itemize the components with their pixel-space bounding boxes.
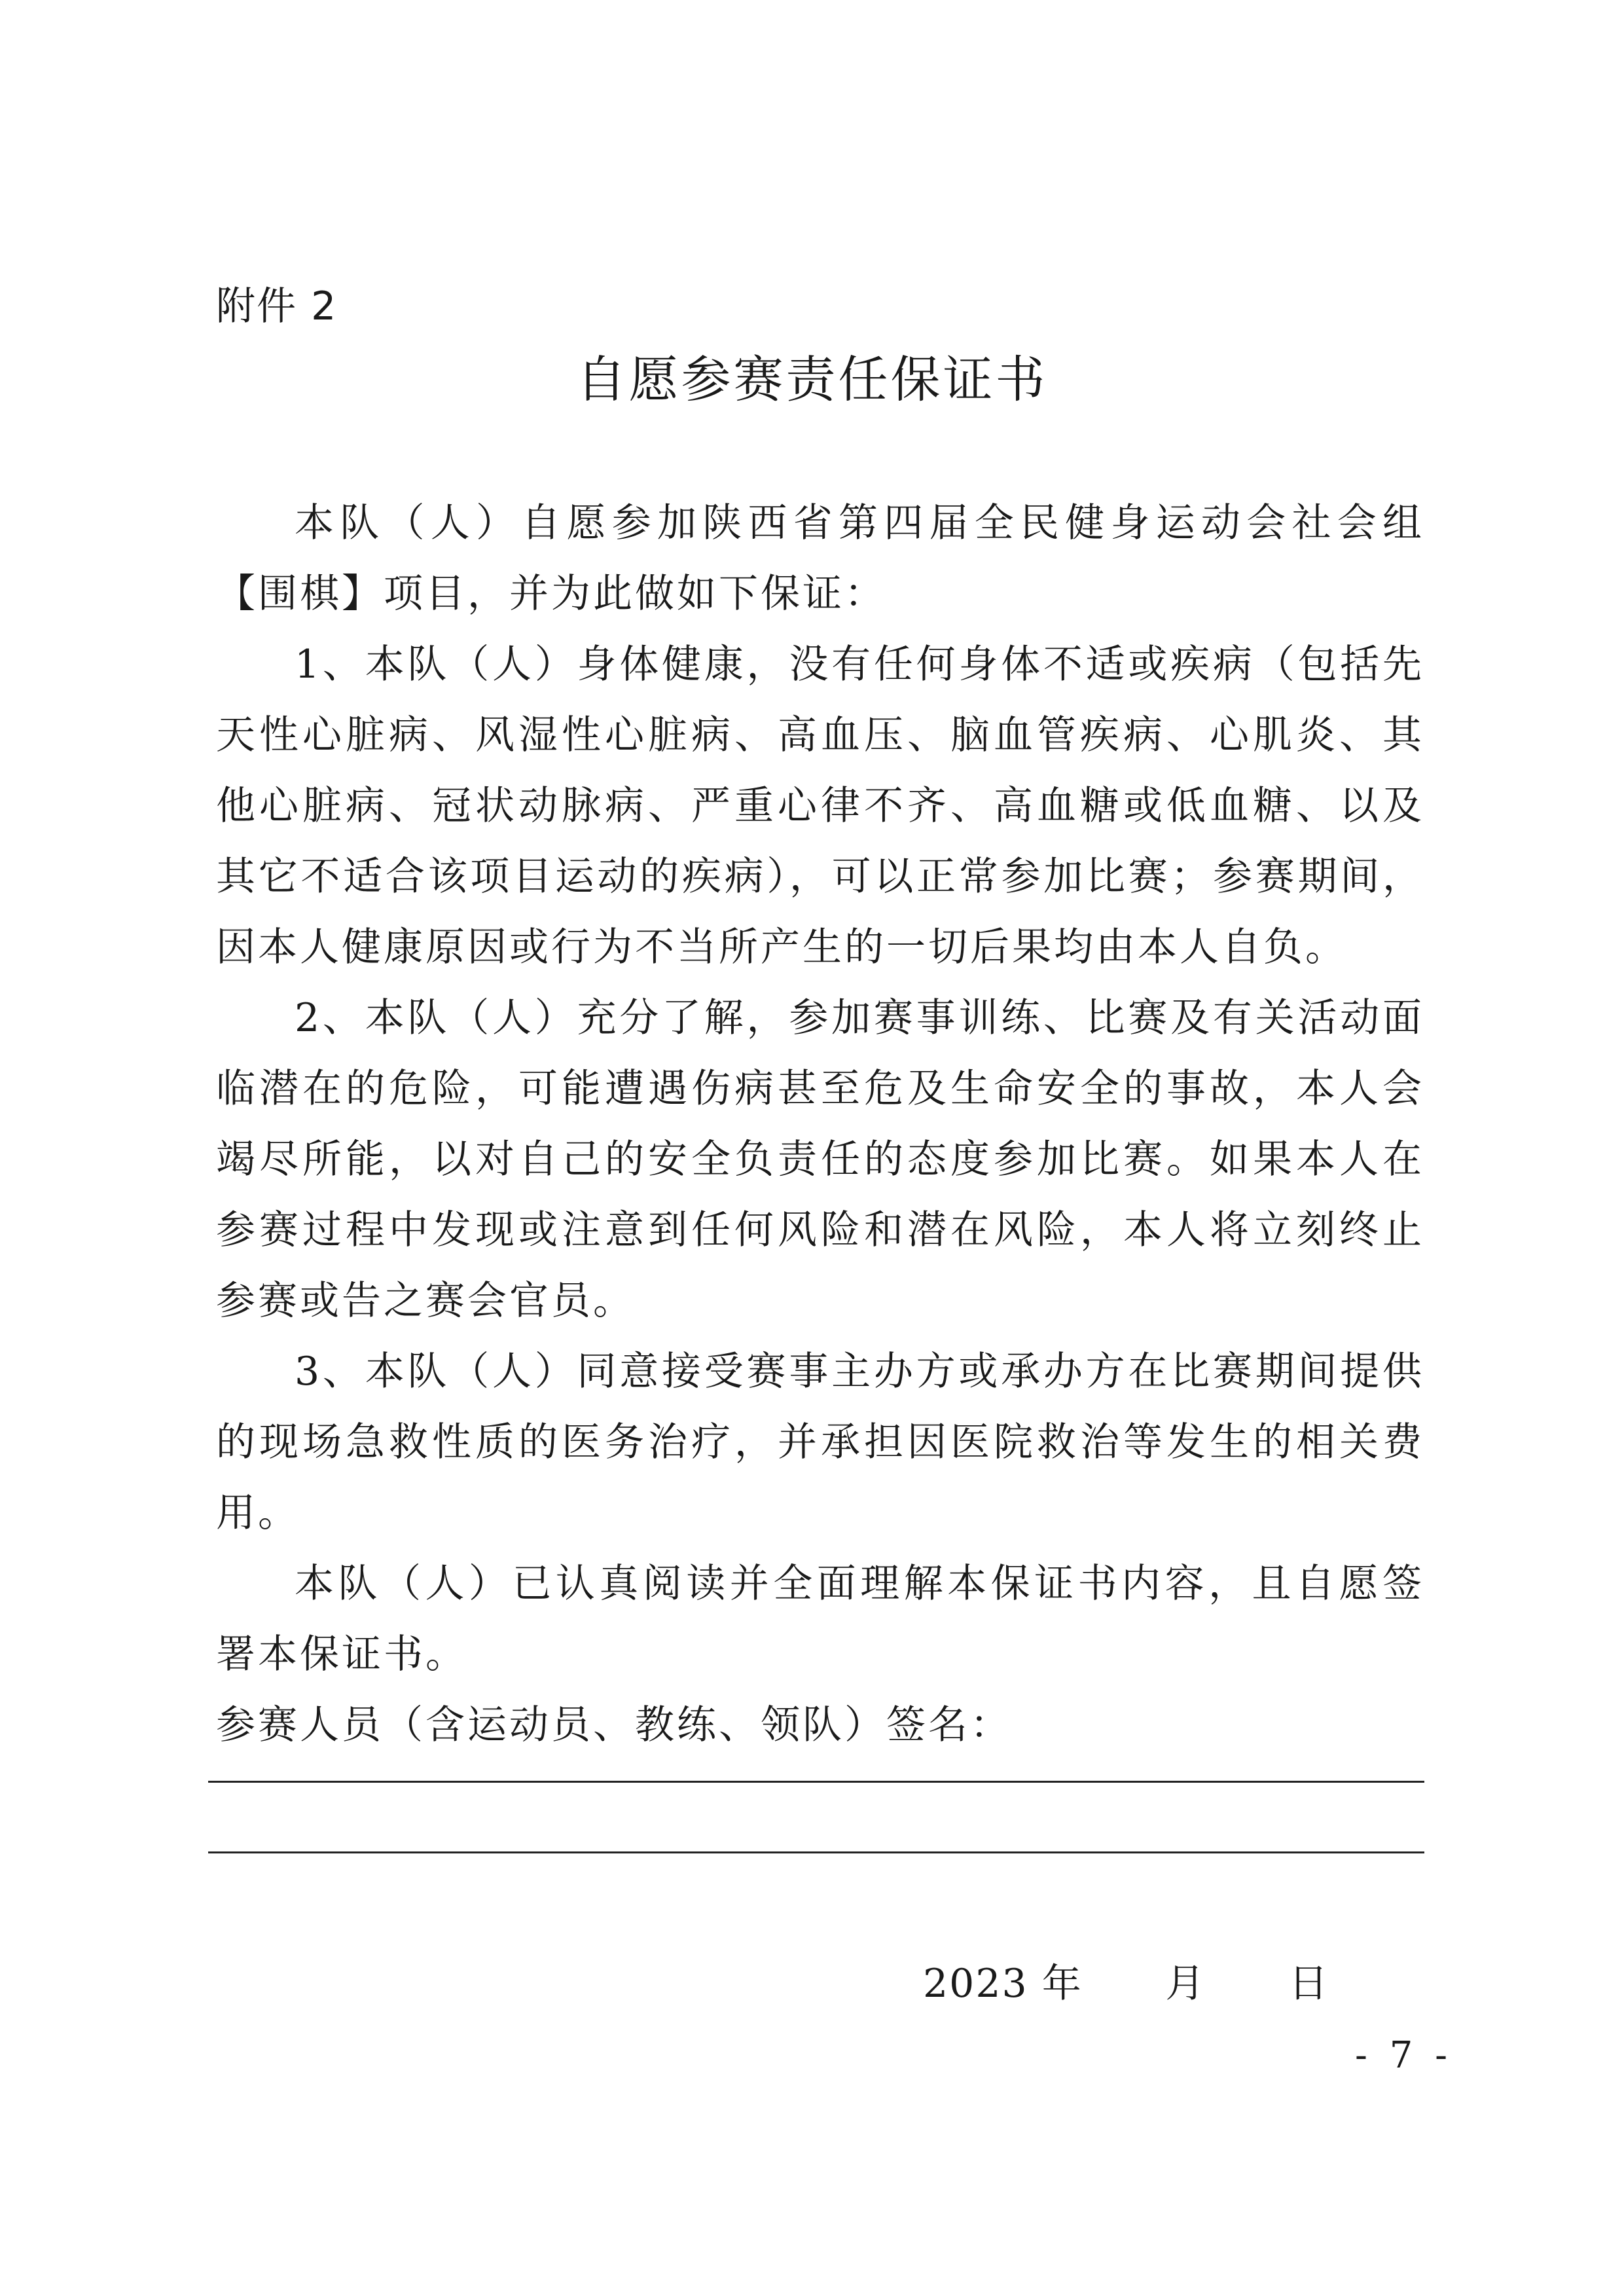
signature-date: 2023 年 月 日	[923, 1961, 1329, 2007]
document-title: 自愿参赛责任保证书	[576, 350, 1048, 409]
signature-line	[208, 1851, 1424, 1853]
document-body	[216, 488, 1424, 1760]
attachment-label: 附件 2	[216, 283, 338, 329]
signature-lines	[208, 1781, 1424, 1922]
clause-1-paragraph: 1、本队（人）身体健康，没有任何身体不适或疾病（包括先天性心脏病、风湿性心脏病、高血压、脑血管疾病、心肌炎、其他心脏病、冠状动脉病、严重心律不齐、高血糖或低血糖、以及其它不适合该项目运动的疾病），可以正常参加比赛；参赛期间，因本人健康原因或行为不当所产生的一切后果均由本人自负。	[216, 642, 1424, 970]
page-number: - 7 -	[1355, 2034, 1453, 2077]
clause-2-paragraph: 2、本队（人）充分了解，参加赛事训练、比赛及有关活动面临潜在的危险，可能遭遇伤病甚至危及生命安全的事故，本人会竭尽所能，以对自己的安全负责任的态度参加比赛。如果本人在参赛过程中发现或注意到任何风险和潜在风险，本人将立刻终止参赛或告之赛会官员。	[216, 995, 1424, 1324]
signature-label: 参赛人员（含运动员、教练、领队）签名：	[216, 1702, 1012, 1748]
acknowledgement-paragraph: 本队（人）已认真阅读并全面理解本保证书内容，且自愿签署本保证书。	[216, 1561, 1424, 1677]
clause-3-paragraph: 3、本队（人）同意接受赛事主办方或承办方在比赛期间提供的现场急救性质的医务治疗，并承担因医院救治等发生的相关费用。	[216, 1349, 1424, 1536]
signature-line	[208, 1781, 1424, 1783]
intro-paragraph: 本队（人）自愿参加陕西省第四届全民健身运动会社会组【围棋】项目，并为此做如下保证：	[216, 500, 1424, 617]
